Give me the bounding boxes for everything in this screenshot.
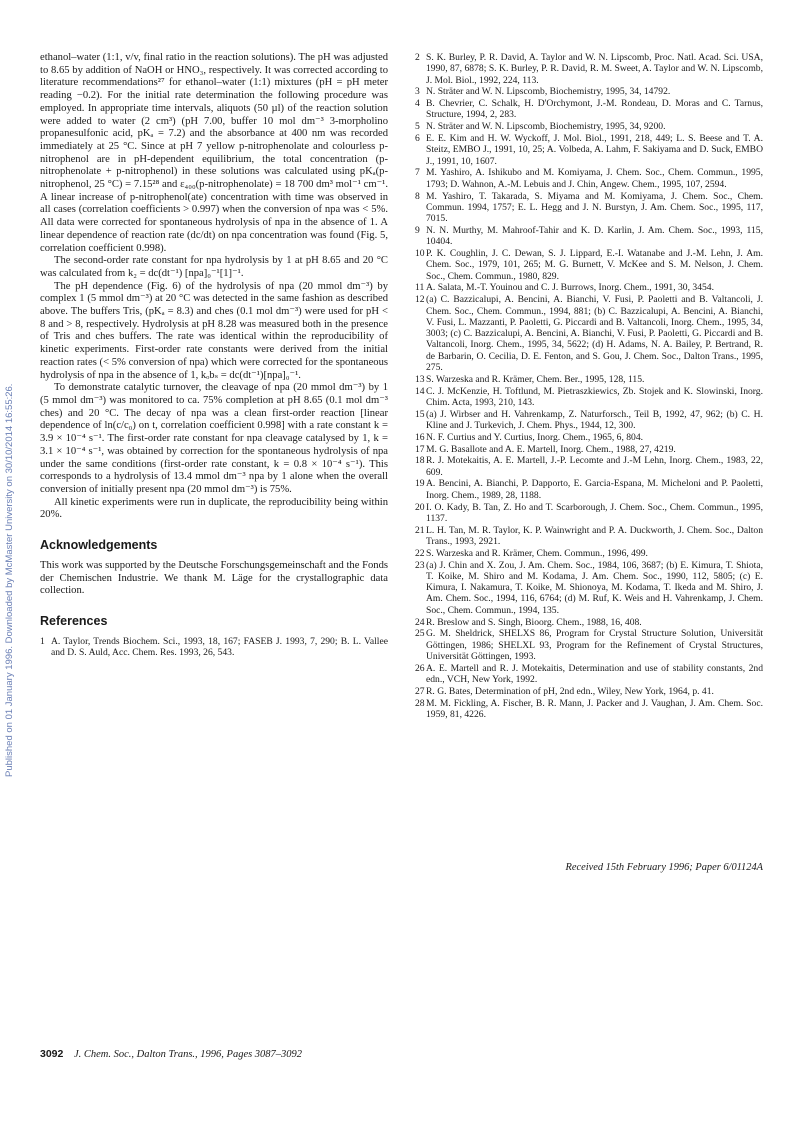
reference-text: (a) J. Chin and X. Zou, J. Am. Chem. Soc., 1984, 106, 3687; (b) E. Kimura, T. Shiota, T. Koike, M. Shiro and M. Kodama, J. Am. Chem. Soc., 1990, 112, 5805; (c) E. Kimura, I. Nakamura, T. Koike, M. Shionoya, M. Kodama, T. Ikeda and M. Shiro, J. Am. Chem. Soc., 1994, 116, 6764; (d) M. Ruf, K. Weis and H. Vahrenkamp, J. Chem. Soc., Chem. Commun., 1994, 135. — [426, 559, 763, 616]
journal-citation: J. Chem. Soc., Dalton Trans., 1996, Pages 3087–3092 — [73, 1049, 303, 1060]
reference-text: R. G. Bates, Determination of pH, 2nd edn., Wiley, New York, 1964, p. 41. — [426, 685, 714, 697]
reference-item — [415, 698, 763, 721]
reference-text: I. O. Kady, B. Tan, Z. Ho and T. Scarborough, J. Chem. Soc., Chem. Commun., 1995, 1137. — [426, 501, 763, 524]
reference-number: 19 — [415, 478, 425, 490]
reference-number: 21 — [415, 524, 425, 536]
reference-number: 11 — [415, 282, 425, 294]
reference-item — [415, 502, 763, 525]
reference-text: A. Taylor, Trends Biochem. Sci., 1993, 18, 167; FASEB J. 1993, 7, 290; B. L. Vallee and D. S. Auld, Acc. Chem. Res. 1993, 26, 543. — [51, 636, 388, 659]
reference-number: 26 — [415, 662, 425, 674]
page-footer — [40, 1048, 302, 1060]
reference-text: E. E. Kim and H. W. Wyckoff, J. Mol. Biol., 1991, 218, 449; L. S. Beese and T. A. Steitz, EMBO J., 1991, 10, 25; A. Volbeda, A. Lahm, F. Sakiyama and D. Suck, EMBO J., 1991, 10, 1607. — [426, 133, 763, 167]
reference-number: 10 — [415, 248, 425, 260]
reference-text: A. Bencini, A. Bianchi, P. Dapporto, E. Garcia-Espana, M. Micheloni and P. Paoletti, Inorg. Chem., 1989, 28, 1188. — [426, 478, 763, 501]
reference-number: 3 — [415, 86, 420, 98]
reference-item — [415, 191, 763, 225]
reference-item — [415, 386, 763, 409]
reference-item — [415, 560, 763, 616]
reference-item — [415, 98, 763, 121]
acknowledgements-text: This work was supported by the Deutsche Forschungsgemeinschaft and the Fonds der Chemischen Industrie. We thank M. Läge for the crystallographic data collection. — [40, 560, 388, 597]
reference-text: M. Yashiro, A. Ishikubo and M. Komiyama, J. Chem. Soc., Chem. Commun., 1995, 1793; D. Wahnon, A.-M. Lebuis and J. Chin, Angew. Chem., 1995, 107, 2594. — [426, 167, 763, 190]
reference-text: S. Warzeska and R. Krämer, Chem. Commun., 1996, 499. — [426, 547, 648, 559]
reference-text: G. M. Sheldrick, SHELXS 86, Program for Crystal Structure Solution, Universität Göttingen, 1986; SHELXL 93, Program for the Refinement of Crystal Structures, Universität Göttingen, 1993. — [426, 628, 763, 662]
reference-text: R. J. Motekaitis, A. E. Martell, J.-P. Lecomte and J.-M Lehn, Inorg. Chem., 1983, 22, 609. — [426, 455, 763, 478]
reference-number: 9 — [415, 224, 420, 236]
reference-number: 6 — [415, 133, 420, 145]
reference-text: M. Yashiro, T. Takarada, S. Miyama and M. Komiyama, J. Chem. Soc., Chem. Commun. 1994, 1757; E. L. Hegg and J. N. Burstyn, J. Am. Chem. Soc., 1995, 117, 7015. — [426, 190, 763, 225]
body-paragraph: The pH dependence (Fig. 6) of the hydrolysis of npa (20 mmol dm⁻³) by complex 1 (5 mmol dm⁻³) at 20 °C was detected in the same fashion as described above. The buffers Tris, (pKₐ = 8.3) and ches (0.1 mol dm⁻³) were used for pH < 8 and > 8, respectively. Hydrolysis at pH 8.28 was measured both in the presence of Tris and ches buffers. The rate was identical within the reproducibility of kinetic experiments. First-order rate constants were derived from the initial reaction rates (< 5% conversion of npa) which were corrected for the spontaneous hydrolysis of npa in the absence of 1, kₒbₛ = dc(dt⁻¹)[npa]₀⁻¹. — [40, 280, 388, 381]
body-paragraph: The second-order rate constant for npa hydrolysis by 1 at pH 8.65 and 20 °C was calculated from k₂ = dc(dt⁻¹) [npa]₀⁻¹[1]⁻¹. — [40, 255, 388, 279]
reference-number: 20 — [415, 501, 425, 513]
reference-item — [415, 409, 763, 432]
page-number: 3092 — [40, 1048, 64, 1060]
reference-item — [415, 478, 763, 501]
reference-text: (a) C. Bazzicalupi, A. Bencini, A. Bianchi, V. Fusi, P. Paoletti and B. Valtancoli, J. Chem. Soc., Chem. Commun., 1994, 881; (b) C. Bazzicalupi, A. Bencini, A. Bianchi, V. Fusi, L. Mazzanti, P. Paoletti, G. Piccardi and B. Valtancoli, Inorg. Chem., 1995, 34, 3003; (c) C. Bazzicalupi, A. Bencini, A. Bianchi, V. Fusi, P. Paoletti, G. Piccardi and B. Valtancoli, Inorg. Chem., 1995, 34, 5622; (d) H. Adams, N. A. Bailey, P. Bertrand, R. de Barbarin, O. Cecilia, D. E. Fenton, and S. Gou, J. Chem. Soc., Dalton Trans., 1995, 275. — [426, 294, 763, 374]
reference-number: 16 — [415, 431, 425, 443]
reference-number: 28 — [415, 697, 425, 709]
reference-item — [415, 133, 763, 167]
reference-item — [415, 52, 763, 86]
reference-text: N. Sträter and W. N. Lipscomb, Biochemistry, 1995, 34, 9200. — [426, 121, 666, 133]
reference-text: L. H. Tan, M. R. Taylor, K. P. Wainwright and P. A. Duckworth, J. Chem. Soc., Dalton Trans., 1993, 2921. — [426, 524, 763, 547]
reference-number: 2 — [415, 52, 420, 63]
reference-item — [415, 167, 763, 190]
body-paragraph: All kinetic experiments were run in duplicate, the reproducibility being within 20%. — [40, 496, 388, 521]
reference-item — [415, 663, 763, 686]
reference-item — [415, 121, 763, 132]
reference-text: N. F. Curtius and Y. Curtius, Inorg. Chem., 1965, 6, 804. — [426, 431, 644, 443]
reference-item — [415, 686, 763, 697]
reference-text: A. E. Martell and R. J. Motekaitis, Determination and use of stability constants, 2nd edn., VCH, New York, 1992. — [426, 662, 763, 686]
left-column — [40, 52, 388, 659]
reference-text: R. Breslow and S. Singh, Bioorg. Chem., 1988, 16, 408. — [426, 616, 642, 628]
references-heading: References — [40, 614, 108, 629]
reference-item — [415, 248, 763, 282]
reference-number: 24 — [415, 616, 425, 628]
reference-number: 23 — [415, 559, 425, 571]
reference-item — [415, 432, 763, 443]
body-paragraph: To demonstrate catalytic turnover, the cleavage of npa (20 mmol dm⁻³) by 1 (5 mmol dm⁻³) was monitored to ca. 75% completion at pH 8.65 (0.1 mol dm⁻³ ches) and 20 °C. The decay of npa was a clean first-order reaction [linear dependence of ln(c/c₀) on t, correlation coefficient 0.998] with a rate constant k = 3.9 × 10⁻⁴ s⁻¹. The first-order rate constant for npa cleavage catalysed by 1, k = 3.1 × 10⁻⁴ s⁻¹, was obtained by correction for the spontaneous hydrolysis of npa under the same conditions (first-order rate constant, k = 0.8 × 10⁻⁴ s⁻¹). This corresponds to a hydrolysis of 13.4 mmol dm⁻³ npa by 1 alone when the overall conversion of initially present npa (20 mmol dm⁻³) is 75%. — [40, 382, 388, 495]
reference-number: 27 — [415, 685, 425, 697]
reference-item — [415, 628, 763, 662]
reference-number: 5 — [415, 121, 420, 133]
reference-item — [415, 444, 763, 455]
reference-text: B. Chevrier, C. Schalk, H. D'Orchymont, J.-M. Rondeau, D. Moras and C. Tarnus, Structure, 1994, 2, 283. — [426, 98, 763, 121]
reference-item — [415, 455, 763, 478]
reference-item — [415, 86, 763, 97]
reference-number: 13 — [415, 373, 425, 385]
reference-item — [415, 225, 763, 248]
reference-number: 7 — [415, 167, 420, 179]
reference-text: (a) J. Wirbser and H. Vahrenkamp, Z. Naturforsch., Teil B, 1992, 47, 962; (b) C. H. Kline and J. Turkevich, J. Chem. Phys., 1944, 12, 300. — [426, 408, 763, 431]
reference-item — [415, 294, 763, 373]
reference-text: S. K. Burley, P. R. David, A. Taylor and W. N. Lipscomb, Proc. Natl. Acad. Sci. USA, 1990, 87, 6878; S. K. Burley, P. R. David, R. M. Sweet, A. Taylor and W. N. Lipscomb, J. Mol. Biol., 1992, 224, 113. — [426, 52, 763, 86]
reference-number: 8 — [415, 190, 420, 202]
reference-number: 15 — [415, 408, 425, 420]
reference-text: N. N. Murthy, M. Mahroof-Tahir and K. D. Karlin, J. Am. Chem. Soc., 1993, 115, 10404. — [426, 224, 763, 248]
reference-number: 1 — [40, 636, 45, 648]
reference-number: 17 — [415, 443, 425, 455]
reference-text: S. Warzeska and R. Krämer, Chem. Ber., 1995, 128, 115. — [426, 373, 645, 385]
reference-number: 4 — [415, 98, 420, 110]
reference-number: 18 — [415, 455, 425, 467]
received-date: Received 15th February 1996; Paper 6/01124A — [565, 862, 763, 873]
reference-text: C. J. McKenzie, H. Toftlund, M. Pietraszkiewics, Zb. Stojek and K. Slowinski, Inorg. Chim. Acta, 1993, 210, 143. — [426, 385, 763, 408]
reference-text: A. Salata, M.-T. Youinou and C. J. Burrows, Inorg. Chem., 1991, 30, 3454. — [426, 282, 714, 294]
reference-item — [40, 636, 388, 659]
right-column-references — [415, 52, 763, 721]
reference-text: N. Sträter and W. N. Lipscomb, Biochemistry, 1995, 34, 14792. — [426, 86, 671, 98]
reference-number: 25 — [415, 628, 425, 640]
reference-item — [415, 374, 763, 385]
reference-item — [415, 617, 763, 628]
reference-item — [415, 548, 763, 559]
reference-number: 14 — [415, 385, 425, 397]
reference-item — [415, 282, 763, 293]
acknowledgements-heading: Acknowledgements — [40, 538, 158, 553]
reference-text: M. M. Fickling, A. Fischer, B. R. Mann, J. Packer and J. Vaughan, J. Am. Chem. Soc. 1959, 81, 4226. — [426, 697, 763, 720]
reference-item — [415, 525, 763, 548]
reference-text: M. G. Basallote and A. E. Martell, Inorg. Chem., 1988, 27, 4219. — [426, 443, 676, 455]
download-watermark: Published on 01 January 1996. Downloaded by McMaster University on 30/10/2014 16:55:26. — [4, 383, 15, 777]
reference-text: P. K. Coughlin, J. C. Dewan, S. J. Lippard, E.-I. Watanabe and J.-M. Lehn, J. Am. Chem. Soc., 1979, 101, 265; M. G. Burnett, V. McKee and S. M. Nelson, J. Chem. Soc., Chem. Commun., 1980, 829. — [426, 248, 763, 282]
reference-number: 12 — [415, 294, 425, 306]
body-paragraph: ethanol–water (1:1, v/v, final ratio in the reaction solutions). The pH was adjusted to 8.65 by addition of NaOH or HNO₃, respectively. It was corrected according to literature recommendations²⁷ for ethanol–water (1:1) mixtures (pH = pH meter reading −0.2). For the initial rate determination the following procedure was employed. In appropriate time intervals, aliquots (50 µl) of the reaction solution were added to water (2 cm³) (pH 7.00, buffer 10 mol dm⁻³ 3-morpholino propanesulfonic acid, pKₐ = 7.2) and the absorbance at 400 nm was recorded immediately at 25 °C. Since at pH 7 yellow p-nitrophenolate and colourless p-nitrophenol are in pH-dependent equilibrium, the total concentration (p-nitrophenolate + p-nitrophenol) in these solutions was calculated using pKₐ(p-nitrophenol, 25 °C) = 7.15²⁸ and ε₄₀₀(p-nitrophenolate) = 18 700 dm³ mol⁻¹ cm⁻¹. A linear increase of p-nitrophenol(ate) concentration with time was observed in all cases (correlation coefficients > 0.997) when the conversion of npa was < 5%. All data were corrected for spontaneous hydrolysis of npa in the absence of 1. A linear dependence of reaction rate (dc/dt) on npa concentration was found (Fig. 5, correlation coefficient 0.998). — [40, 52, 388, 254]
reference-number: 22 — [415, 547, 425, 559]
